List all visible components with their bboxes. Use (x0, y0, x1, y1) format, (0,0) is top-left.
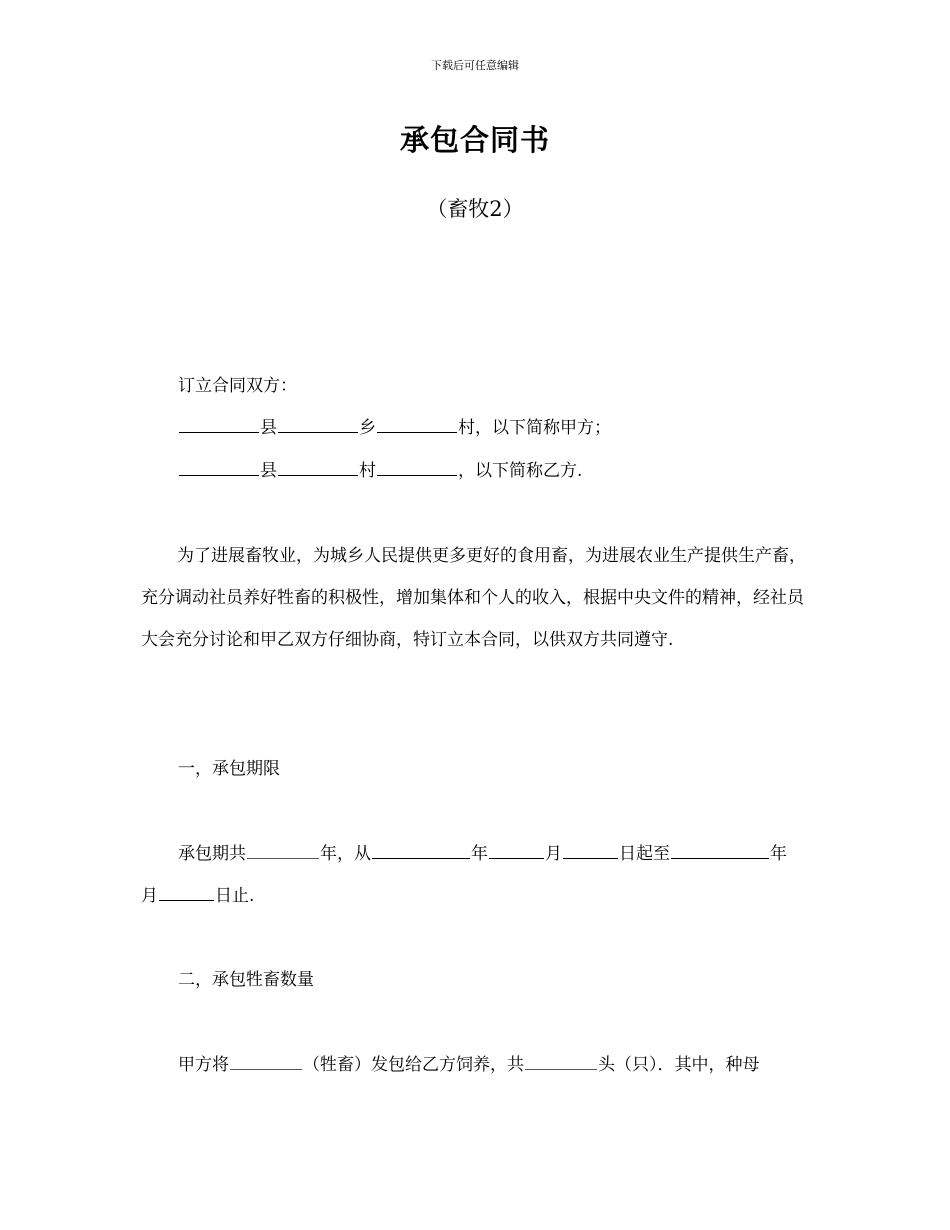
header-note: 下载后可任意编辑 (431, 59, 519, 72)
blank-end-year[interactable] (671, 857, 769, 859)
text: 日起至 (619, 844, 670, 864)
section-2-heading: 二，承包牲畜数量 (178, 970, 314, 990)
label-village: 村 (359, 461, 376, 481)
blank-field[interactable] (179, 431, 259, 433)
text: 年 (471, 844, 488, 864)
text: （牲畜）发包给乙方饲养，共 (303, 1055, 524, 1075)
blank-end-day[interactable] (159, 899, 214, 901)
document-title: 承包合同书 (399, 123, 550, 157)
label-party-a-suffix: 村，以下简称甲方； (458, 418, 611, 438)
blank-field[interactable] (278, 474, 358, 476)
text: 甲方将 (178, 1055, 229, 1075)
label-township: 乡 (359, 418, 376, 438)
text: 日止. (215, 886, 255, 906)
livestock-line (178, 1057, 760, 1074)
section-1-heading: 一，承包期限 (178, 759, 280, 779)
parties-heading: 订立合同双方： (178, 376, 297, 396)
text: 年 (770, 844, 787, 864)
term-line-1 (178, 846, 787, 863)
document-subtitle: （畜牧2） (426, 197, 524, 221)
blank-field[interactable] (377, 474, 457, 476)
blank-years[interactable] (247, 857, 319, 859)
text: 承包期共 (178, 844, 246, 864)
blank-start-month[interactable] (489, 857, 544, 859)
text: 头（只）．其中，种母 (598, 1055, 760, 1075)
party-b-line (178, 463, 582, 480)
blank-livestock-type[interactable] (230, 1068, 302, 1070)
preamble-paragraph: 为了进展畜牧业，为城乡人民提供更多更好的食用畜，为进展农业生产提供生产畜，充分调动社员养好牲畜的积极性，增加集体和个人的收入，根据中央文件的精神，经社员大会充分讨论和甲乙双方仔细协商，特订立本合同，以供双方共同遵守. (141, 546, 806, 650)
blank-start-year[interactable] (372, 857, 470, 859)
label-county: 县 (260, 418, 277, 438)
party-a-line (178, 420, 611, 437)
blank-field[interactable] (377, 431, 457, 433)
label-party-b-suffix: ，以下简称乙方. (458, 461, 583, 481)
label-county: 县 (260, 461, 277, 481)
blank-head-count[interactable] (525, 1068, 597, 1070)
blank-start-day[interactable] (563, 857, 618, 859)
text: 月 (141, 886, 158, 906)
text: 月 (545, 844, 562, 864)
blank-field[interactable] (179, 474, 259, 476)
text: 年，从 (320, 844, 371, 864)
term-line-2 (141, 888, 254, 905)
blank-field[interactable] (278, 431, 358, 433)
